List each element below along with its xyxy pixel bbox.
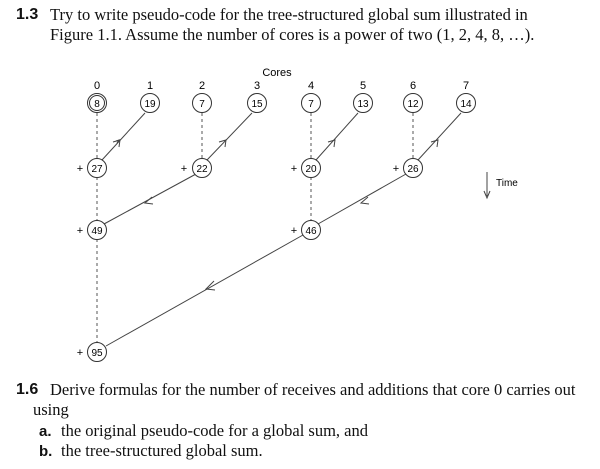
svg-text:20: 20 [305, 164, 317, 175]
sub-item-letter: b. [39, 443, 53, 460]
sub-item-letter: a. [39, 423, 52, 440]
core-index: 6 [409, 80, 417, 92]
arrowheads [113, 140, 438, 290]
value-node [393, 159, 423, 178]
svg-text:22: 22 [196, 164, 208, 175]
core-index: 5 [359, 80, 367, 92]
value-node [181, 159, 212, 178]
transfer-line [418, 113, 461, 160]
svg-text:46: 46 [305, 226, 317, 237]
value-node [457, 94, 476, 113]
value-node [302, 94, 321, 113]
svg-text:95: 95 [91, 348, 103, 359]
sub-item-text: the tree-structured global sum. [61, 441, 263, 460]
time-label: Time [496, 178, 518, 189]
value-node [248, 94, 267, 113]
svg-text:14: 14 [460, 99, 472, 110]
value-node [141, 94, 160, 113]
transfer-line [102, 113, 145, 160]
exercise-text-line-1: Derive formulas for the number of receives and additions that core 0 carries out [50, 380, 576, 399]
plus-sign: + [290, 225, 298, 237]
transfer-line [207, 113, 252, 160]
plus-sign: + [392, 163, 400, 175]
svg-text:49: 49 [91, 226, 103, 237]
svg-text:15: 15 [251, 99, 263, 110]
time-axis [484, 172, 518, 198]
level-2-nodes [77, 221, 321, 240]
exercise-number: 1.3 [16, 6, 39, 23]
plus-sign: + [76, 163, 84, 175]
core-index: 7 [462, 80, 470, 92]
svg-text:7: 7 [308, 99, 314, 110]
plus-sign: + [76, 225, 84, 237]
core-index: 2 [198, 80, 206, 92]
transfer-arrows [102, 113, 461, 346]
core-index-row [94, 80, 469, 92]
core-index: 3 [253, 80, 261, 92]
exercise-number: 1.6 [16, 381, 39, 398]
exercise-text-line-2: using [33, 400, 69, 419]
exercise-text-line-2: Figure 1.1. Assume the number of cores is a power of two (1, 2, 4, 8, …). [50, 25, 535, 44]
core-index: 0 [93, 80, 101, 92]
svg-text:26: 26 [407, 164, 419, 175]
dashed-lines [97, 113, 413, 342]
svg-text:8: 8 [94, 99, 100, 110]
svg-text:19: 19 [144, 99, 156, 110]
value-node [77, 221, 107, 240]
level-3-nodes [77, 343, 107, 362]
core-index: 1 [146, 80, 154, 92]
transfer-line [106, 235, 303, 346]
arrowhead [431, 140, 438, 147]
value-node [291, 221, 321, 240]
value-node [88, 94, 107, 113]
sub-item-text: the original pseudo-code for a global sum, and [61, 421, 368, 440]
arrowhead [361, 197, 369, 204]
value-node [404, 94, 423, 113]
transfer-line [318, 174, 406, 224]
value-node [193, 94, 212, 113]
exercise-sub-item [39, 441, 263, 462]
level-0-nodes [88, 94, 476, 113]
exercise-text-line-1: Try to write pseudo-code for the tree-structured global sum illustrated in [50, 5, 528, 24]
svg-text:12: 12 [407, 99, 419, 110]
value-node [77, 159, 107, 178]
plus-sign: + [180, 163, 188, 175]
cores-label: Cores [262, 67, 292, 79]
exercise-sub-item [39, 421, 368, 442]
svg-text:27: 27 [91, 164, 103, 175]
core-index: 4 [307, 80, 315, 92]
plus-sign: + [76, 347, 84, 359]
value-node [354, 94, 373, 113]
value-node [291, 159, 321, 178]
value-node [77, 343, 107, 362]
svg-text:13: 13 [357, 99, 369, 110]
svg-text:7: 7 [199, 99, 205, 110]
level-1-nodes [77, 159, 423, 178]
transfer-line [316, 113, 358, 160]
plus-sign: + [290, 163, 298, 175]
